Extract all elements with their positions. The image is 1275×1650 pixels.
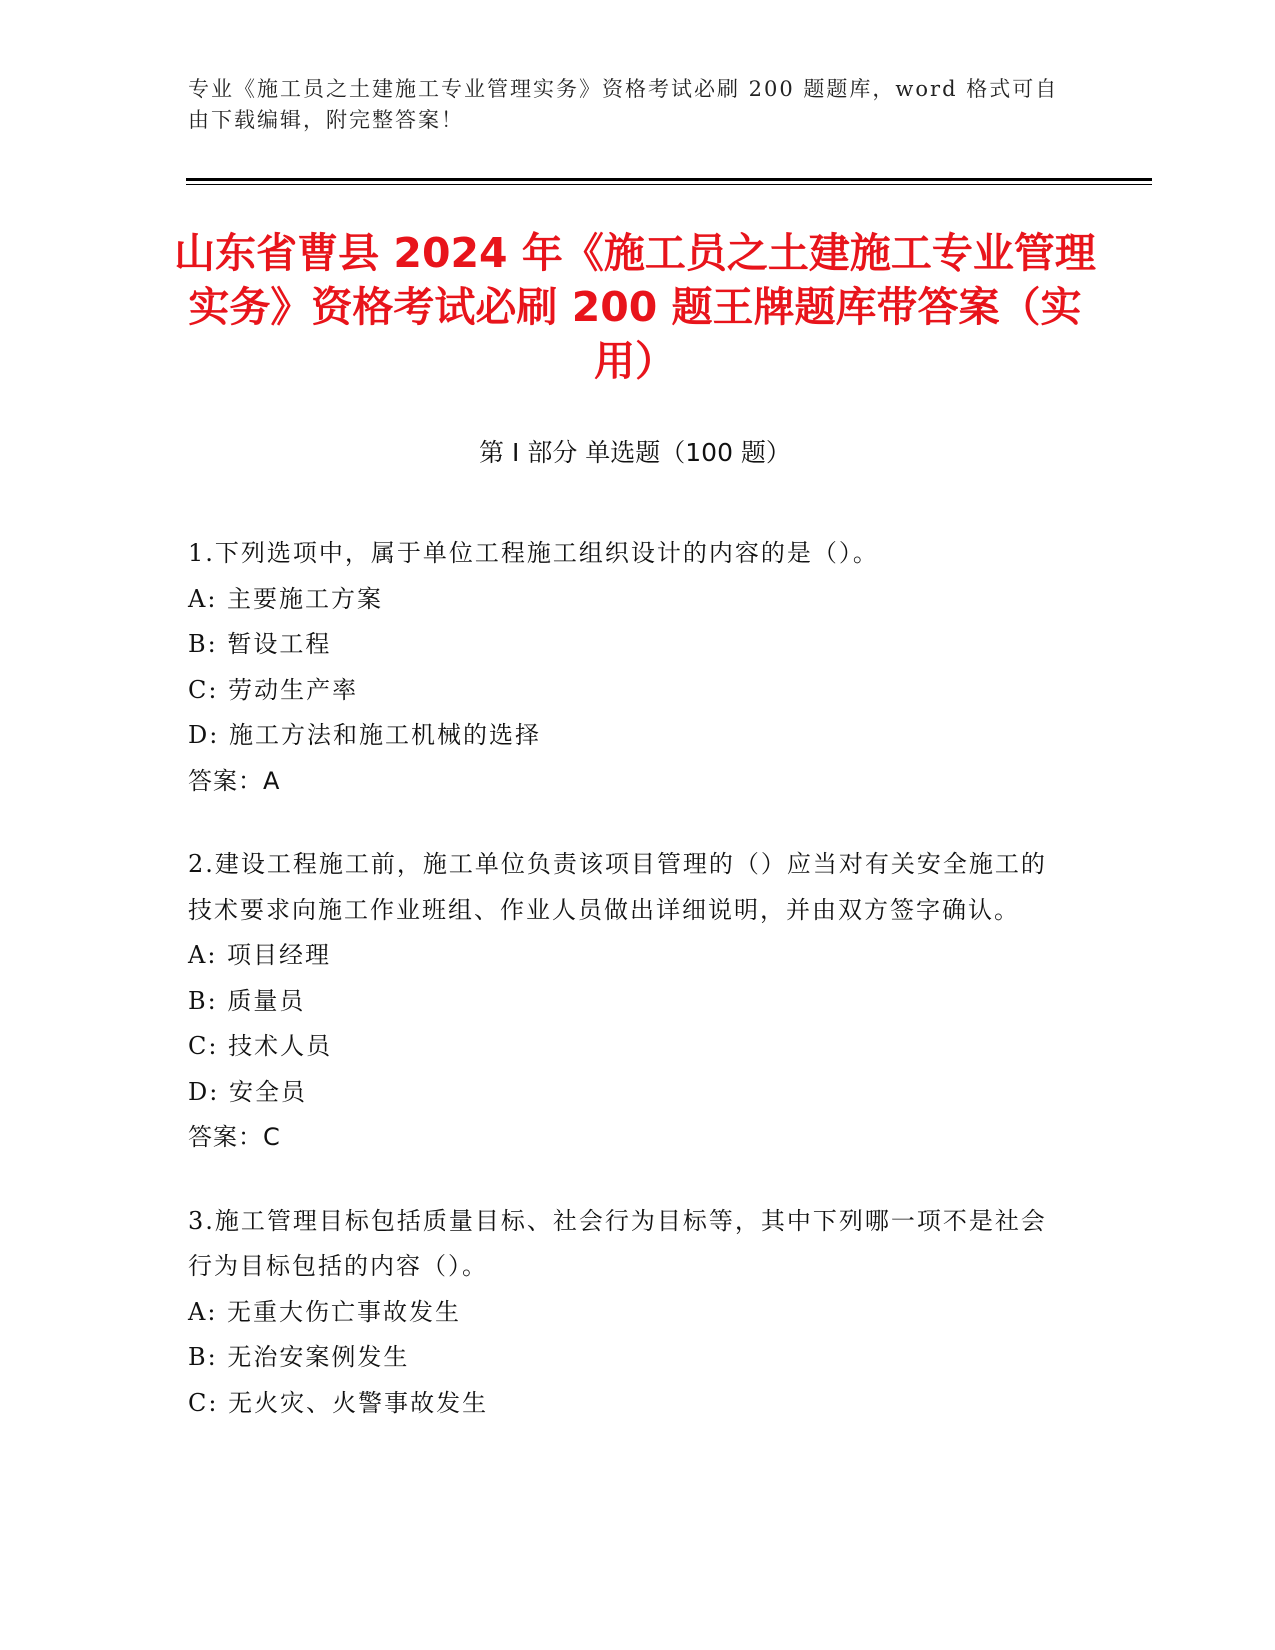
option-c: C: 无火灾、火警事故发生 <box>188 1388 489 1417</box>
option-a: A: 主要施工方案 <box>188 584 384 613</box>
option-a: A: 项目经理 <box>188 941 332 969</box>
question-text: 1.下列选项中，属于单位工程施工组织设计的内容的是（）。 <box>188 539 879 567</box>
option-c: C: 技术人员 <box>188 1032 333 1060</box>
option-d: D: 安全员 <box>188 1077 307 1106</box>
question-2 <box>188 842 1068 1161</box>
document-title: 山东省曹县 2024 年《施工员之土建施工专业管理实务》资格考试必刷 200 题王牌题库带答案（实用） <box>174 229 1096 385</box>
answer: 答案：A <box>188 766 281 795</box>
question-text: 3.施工管理目标包括质量目标、社会行为目标等，其中下列哪一项不是社会行为目标包括的内容（）。 <box>188 1206 1047 1280</box>
header-rule-thick <box>186 178 1152 181</box>
option-b: B: 无治安案例发生 <box>188 1343 410 1371</box>
question-1 <box>188 531 1068 804</box>
answer: 答案：C <box>188 1123 281 1151</box>
option-b: B: 质量员 <box>188 986 306 1015</box>
header-rule-thin <box>186 184 1152 185</box>
section-title: 第 I 部分 单选题（100 题） <box>479 438 791 467</box>
option-c: C: 劳动生产率 <box>188 675 359 704</box>
option-b: B: 暂设工程 <box>188 630 332 658</box>
header-note: 专业《施工员之土建施工专业管理实务》资格考试必刷 200 题题库，word 格式可自由下载编辑，附完整答案！ <box>188 77 1059 132</box>
question-3 <box>188 1199 1068 1427</box>
question-text: 2.建设工程施工前，施工单位负责该项目管理的（）应当对有关安全施工的技术要求向施工作业班组、作业人员做出详细说明，并由双方签字确认。 <box>188 850 1047 924</box>
option-d: D: 施工方法和施工机械的选择 <box>188 721 541 749</box>
option-a: A: 无重大伤亡事故发生 <box>188 1297 462 1326</box>
question-list <box>188 531 1068 1464</box>
